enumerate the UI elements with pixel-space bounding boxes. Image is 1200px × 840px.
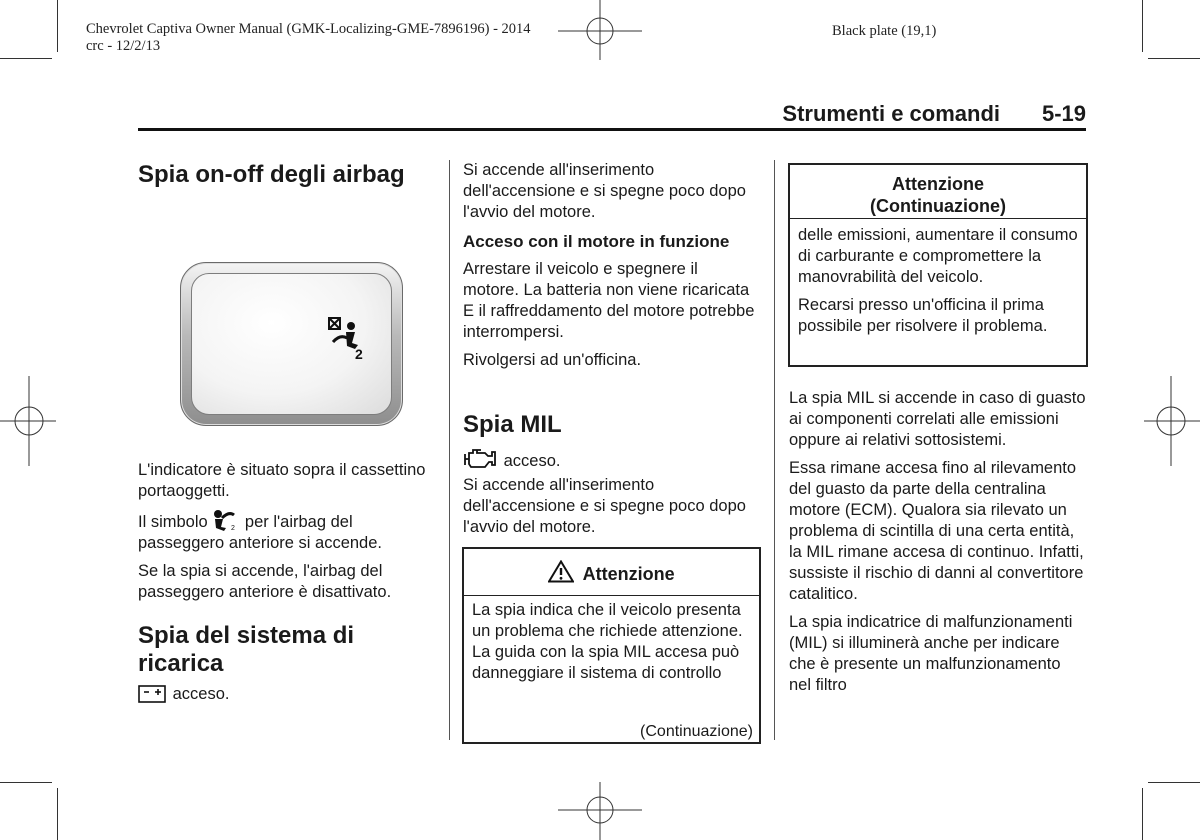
- page-number: 5-19: [1041, 101, 1086, 126]
- paragraph: L'indicatore è situato sopra il cassettino portaoggetti.: [138, 461, 426, 500]
- airbag-off-button: [191, 273, 392, 415]
- section-title: Strumenti e comandi: [782, 101, 1000, 126]
- paragraph: Se la spia si accende, l'airbag del passeggero anteriore è disattivato.: [138, 562, 392, 601]
- warning-text: La spia indica che il veicolo presenta un problema che richiede attenzione. La guida con la spia MIL accesa può danneggiare il sistema di controllo: [472, 601, 743, 682]
- paragraph: La spia indicatrice di malfunzionamenti (MIL) si illuminerà anche per indicare che è presente un malfunzionamento nel filtro: [789, 613, 1073, 694]
- paragraph-text: passeggero anteriore si accende.: [138, 534, 382, 552]
- battery-icon: [138, 683, 166, 703]
- registration-mark-top-icon: [558, 0, 642, 60]
- warning-header: [464, 549, 759, 596]
- paragraph: Essa rimane accesa fino al rilevamento del guasto da parte della centralina motore (ECM). Qualora sia rilevato un problema di scintilla di una certa entità, la MIL rimane accesa di continuo. Infatti, sussiste il rischio di danni al convertitore catalitico.: [789, 459, 1084, 603]
- paragraph: La spia MIL si accende in caso di guasto ai componenti correlati alle emissioni oppure ai relativi sottosistemi.: [789, 389, 1086, 449]
- printer-meta: [86, 21, 531, 55]
- col2-text-mid: [463, 475, 755, 545]
- warning-title: Attenzione: [892, 174, 984, 194]
- mil-status-text: acceso.: [503, 452, 561, 470]
- heading-airbag-indicator: Spia on-off degli airbag: [138, 161, 405, 188]
- charge-line: [138, 683, 229, 705]
- paragraph: Si accende all'inserimento dell'accensione e si spegne poco dopo l'avvio del motore.: [463, 476, 746, 536]
- registration-mark-bottom-icon: [558, 782, 642, 840]
- printer-line-2: crc - 12/2/13: [86, 38, 161, 54]
- column-divider-1: [449, 160, 450, 740]
- col3-text: [789, 388, 1087, 703]
- airbag-symbol-icon: [212, 509, 238, 531]
- registration-mark-left-icon: [0, 376, 56, 466]
- col2-text-top: [463, 160, 755, 378]
- warning-body-continued: [790, 219, 1086, 337]
- warning-triangle-icon: [548, 560, 574, 583]
- plate-label: Black plate (19,1): [832, 23, 937, 39]
- charge-status-text: acceso.: [172, 685, 230, 703]
- paragraph-text: Il simbolo: [138, 513, 208, 531]
- printer-line-1: Chevrolet Captiva Owner Manual (GMK-Localizing-GME-7896196) - 2014: [86, 21, 531, 37]
- col1-text: [138, 460, 428, 610]
- column-divider-2: [774, 160, 775, 740]
- passenger-airbag-off-icon: [328, 316, 368, 360]
- warning-header-continued: [790, 165, 1086, 219]
- warning-body: [464, 596, 759, 684]
- paragraph-text: per l'airbag del: [244, 513, 353, 531]
- warning-title: Attenzione: [582, 564, 675, 584]
- engine-icon: [463, 448, 497, 470]
- svg-text:2: 2: [231, 525, 236, 531]
- heading-mil: Spia MIL: [463, 411, 562, 438]
- warning-title-continued: (Continuazione): [870, 196, 1006, 216]
- airbag-indicator-illustration: [180, 262, 403, 426]
- continued-label: (Continuazione): [640, 723, 753, 740]
- warning-text: delle emissioni, aumentare il consumo di carburante e compromettere la manovrabilità del veicolo.: [798, 226, 1078, 286]
- paragraph-symbol: [138, 509, 428, 554]
- registration-mark-right-icon: [1144, 376, 1200, 466]
- paragraph: Arrestare il veicolo e spegnere il motore. La batteria non viene ricaricata E il raffreddamento del motore potrebbe interrompersi.: [463, 260, 755, 341]
- paragraph: Rivolgersi ad un'officina.: [463, 351, 642, 369]
- warning-box-mil: [462, 547, 761, 744]
- subheading-engine-running: Acceso con il motore in funzione: [463, 232, 730, 251]
- paragraph: Si accende all'inserimento dell'accensione e si spegne poco dopo l'avvio del motore.: [463, 161, 746, 221]
- header-rule: [138, 128, 1086, 131]
- mil-line: [463, 448, 560, 472]
- warning-text: Recarsi presso un'officina il prima possibile per risolvere il problema.: [798, 296, 1048, 335]
- heading-charging-system: Spia del sistema di ricarica: [138, 622, 355, 677]
- svg-text:2: 2: [355, 346, 363, 360]
- warning-box-continued: [788, 163, 1088, 367]
